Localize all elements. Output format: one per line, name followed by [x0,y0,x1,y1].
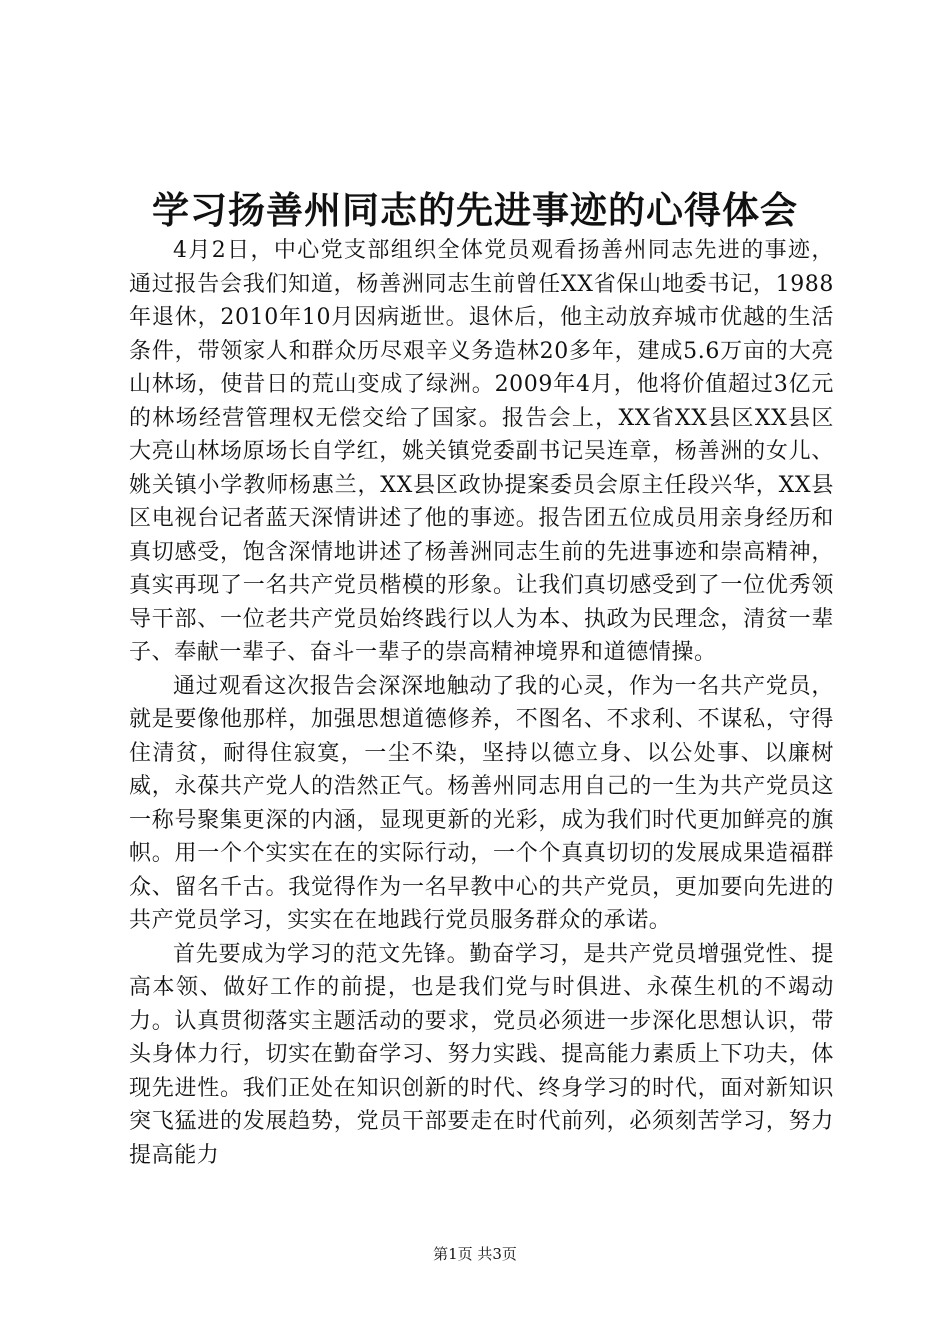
paragraph-2: 通过观看这次报告会深深地触动了我的心灵，作为一名共产党员，就是要像他那样，加强思想道德修养，不图名、不求利、不谋私，守得住清贫，耐得住寂寞，一尘不染，坚持以德立身、以公处事、以廉树威，永葆共产党人的浩然正气。杨善州同志用自己的一生为共产党员这一称号聚集更深的内涵，显现更新的光彩，成为我们时代更加鲜亮的旗帜。用一个个实实在在的实际行动，一个个真真切切的发展成果造福群众、留名千古。我觉得作为一名早教中心的共产党员，更加要向先进的共产党员学习，实实在在地践行党员服务群众的承诺。 [129,673,834,933]
paragraph-1: 4月2日，中心党支部组织全体党员观看扬善州同志先进的事迹，通过报告会我们知道，杨善洲同志生前曾任XX省保山地委书记，1988年退休，2010年10月因病逝世。退休后，他主动放弃城市优越的生活条件，带领家人和群众历尽艰辛义务造林20多年，建成5.6万亩的大亮山林场，使昔日的荒山变成了绿洲。2009年4月，他将价值超过3亿元的林场经营管理权无偿交给了国家。报告会上，XX省XX县区XX县区大亮山林场原场长自学红，姚关镇党委副书记吴连章，杨善洲的女儿、姚关镇小学教师杨惠兰，XX县区政协提案委员会原主任段兴华，XX县区电视台记者蓝天深情讲述了他的事迹。报告团五位成员用亲身经历和真切感受，饱含深情地讲述了杨善洲同志生前的先进事迹和崇高精神，真实再现了一名共产党员楷模的形象。让我们真切感受到了一位优秀领导干部、一位老共产党员始终践行以人为本、执政为民理念，清贫一辈子、奉献一辈子、奋斗一辈子的崇高精神境界和道德情操。 [129,238,834,665]
paragraph-3: 首先要成为学习的范文先锋。勤奋学习，是共产党员增强党性、提高本领、做好工作的前提，也是我们党与时俱进、永葆生机的不竭动力。认真贯彻落实主题活动的要求，党员必须进一步深化思想认识，带头身体力行，切实在勤奋学习、努力实践、提高能力素质上下功夫，体现先进性。我们正处在知识创新的时代、终身学习的时代，面对新知识突飞猛进的发展趋势，党员干部要走在时代前列，必须刻苦学习，努力提高能力 [129,941,834,1168]
document-title: 学习扬善州同志的先进事迹的心得体会 [152,188,798,232]
document-body [129,234,834,1172]
page-footer: 第1页 共3页 [433,1245,517,1263]
